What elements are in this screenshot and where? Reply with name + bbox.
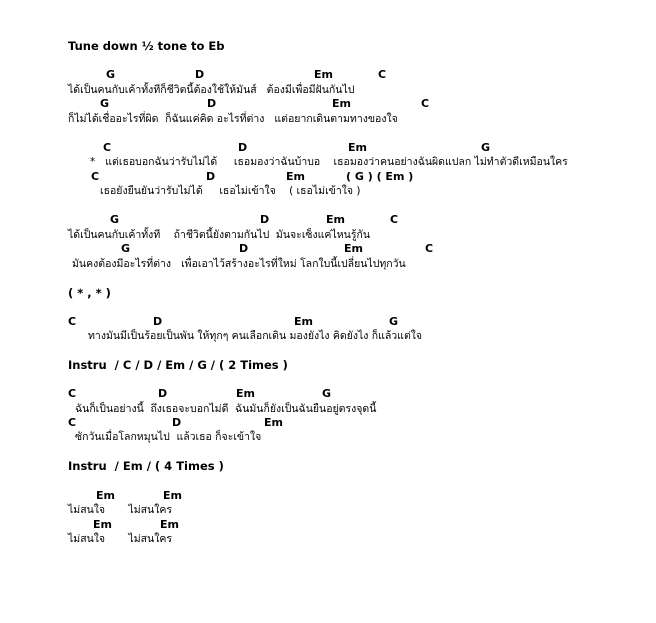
chord: Em <box>294 315 313 328</box>
bridge-lyric-line-1: ทางมันมีเป็นร้อยเป็นพัน ให้ทุกๆ คนเลือกเดิน มองยังไง คิดยังไง ก็แล้วแต่ใจ <box>88 330 423 342</box>
chord: Em <box>326 213 345 226</box>
verse2-chord-line-2 <box>0 242 656 326</box>
chord: D <box>158 387 168 400</box>
chord: C <box>68 387 77 400</box>
ending-lyric-line-1: ไม่สนใจ ไม่สนใคร <box>68 504 173 516</box>
chord: C <box>103 141 112 154</box>
instrumental-2: Instru / Em / ( 4 Times ) <box>68 459 224 473</box>
chord: G <box>110 213 120 226</box>
outro-lyric-line-2: ซักวันเมื่อโลกหมุนไป แล้วเธอ ก็จะเข้าใจ <box>75 431 262 443</box>
chord: D <box>238 141 248 154</box>
chord: Em <box>286 170 305 183</box>
chorus-lyric-line-2: เธอยังยืนยันว่ารับไม่ได้ เธอไม่เข้าใจ ( เธอไม่เข้าใจ ) <box>100 185 361 197</box>
chord: Em <box>344 242 363 255</box>
chord: Em <box>236 387 255 400</box>
verse1-lyric-line-2: ก็ไม่ได้เชื่ออะไรที่ผิด ก็ฉันแค่คิด อะไรที่ต่าง แต่อยากเดินตามทางของใจ <box>68 113 398 125</box>
chord: G <box>322 387 332 400</box>
chord: C <box>425 242 434 255</box>
chord: Em <box>160 518 179 531</box>
verse2-lyric-line-2: มันคงต้องมีอะไรที่ต่าง เพื่อเอาไว้สร้างอะไรที่ใหม่ โลกใบนี้เปลี่ยนไปทุกวัน <box>72 258 406 270</box>
chord: D <box>172 416 182 429</box>
instrumental-1: Instru / C / D / Em / G / ( 2 Times ) <box>68 358 288 372</box>
outro-lyric-line-1: ฉันก็เป็นอย่างนี้ ถึงเธอจะบอกไม่ดี ฉันมันก็ยังเป็นฉันยืนอยู่ตรงจุดนี้ <box>75 403 377 415</box>
chord: G <box>389 315 399 328</box>
chord: D <box>195 68 205 81</box>
chord: ( G ) ( Em ) <box>346 170 414 183</box>
chord: Em <box>314 68 333 81</box>
chord: Em <box>163 489 182 502</box>
chord: D <box>206 170 216 183</box>
chord: Em <box>264 416 283 429</box>
chorus-lyric-line-1: * แต่เธอบอกฉันว่ารับไม่ได้ เธอมองว่าฉันบ้าบอ เธอมองว่าคนอย่างฉันผิดแปลก ไม่ทำตัวดีเหมือนใคร <box>90 156 568 168</box>
chord: D <box>207 97 217 110</box>
chord: C <box>378 68 387 81</box>
ending-chord-line-2 <box>0 518 656 574</box>
verse2-lyric-line-1: ได้เป็นคนกับเค้าทั้งที ถ้าชีวิตนี้ยังตามกันไป มันจะเซ็งแค่ไหนรู้กัน <box>68 229 371 241</box>
ending-lyric-line-2: ไม่สนใจ ไม่สนใคร <box>68 533 173 545</box>
chord: Em <box>332 97 351 110</box>
chord: G <box>100 97 110 110</box>
chord: C <box>421 97 430 110</box>
outro-chord-line-2 <box>0 416 656 486</box>
verse1-lyric-line-1: ได้เป็นคนกับเค้าทั้งทีก็ชีวิตนี้ต้องใช้ให้มันส์ ต้องมีเพื่อมีฝันกันไป <box>68 84 355 96</box>
chord: Em <box>348 141 367 154</box>
chord: G <box>481 141 491 154</box>
chord: C <box>91 170 100 183</box>
chord: C <box>68 315 77 328</box>
chord: G <box>121 242 131 255</box>
chord: D <box>153 315 163 328</box>
chord: Em <box>93 518 112 531</box>
repeat-marker: ( * , * ) <box>68 286 111 300</box>
chord: C <box>390 213 399 226</box>
chord: Em <box>96 489 115 502</box>
chord: D <box>239 242 249 255</box>
chord: D <box>260 213 270 226</box>
chord: C <box>68 416 77 429</box>
song-title: Tune down ½ tone to Eb <box>68 39 225 53</box>
chord: G <box>106 68 116 81</box>
